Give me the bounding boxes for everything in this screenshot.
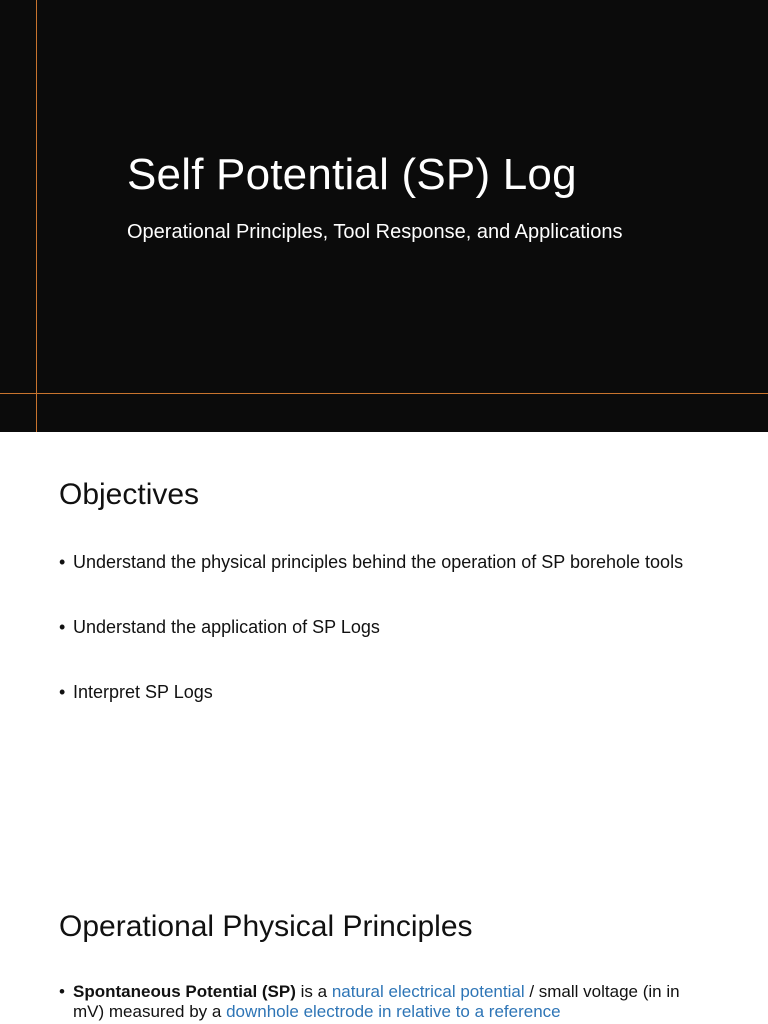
slide-title: Self Potential (SP) Log xyxy=(127,150,577,199)
bullet-text: is a xyxy=(295,982,332,1001)
highlight-downhole-electrode: downhole electrode in relative to a reference xyxy=(226,1002,561,1021)
objectives-list xyxy=(59,550,699,745)
list-item xyxy=(59,982,699,1022)
accent-vertical-line xyxy=(36,0,37,432)
list-item xyxy=(59,615,699,639)
accent-horizontal-line xyxy=(0,393,768,394)
bold-term: Spontaneous Potential (SP) xyxy=(73,982,296,1001)
title-slide xyxy=(0,0,768,432)
list-item xyxy=(59,680,699,704)
highlight-natural-potential: natural electrical potential xyxy=(331,982,525,1001)
objectives-slide xyxy=(0,432,768,864)
bullet-text: Understand the physical principles behind the operation of SP borehole tools xyxy=(73,552,684,572)
bullet-text: / small voltage (in in mV) measured by a xyxy=(73,982,680,1021)
principles-slide xyxy=(0,864,768,1024)
bullet-icon: • xyxy=(59,617,66,637)
principles-list xyxy=(59,982,699,1022)
bullet-text: Interpret SP Logs xyxy=(73,682,213,702)
bullet-text: Understand the application of SP Logs xyxy=(73,617,380,637)
objectives-heading: Objectives xyxy=(59,478,200,511)
bullet-icon: • xyxy=(59,552,66,572)
list-item xyxy=(59,550,699,574)
principles-heading: Operational Physical Principles xyxy=(59,910,473,943)
bullet-icon: • xyxy=(59,982,65,1001)
bullet-icon: • xyxy=(59,682,66,702)
slide-subtitle: Operational Principles, Tool Response, and Applications xyxy=(127,221,623,243)
